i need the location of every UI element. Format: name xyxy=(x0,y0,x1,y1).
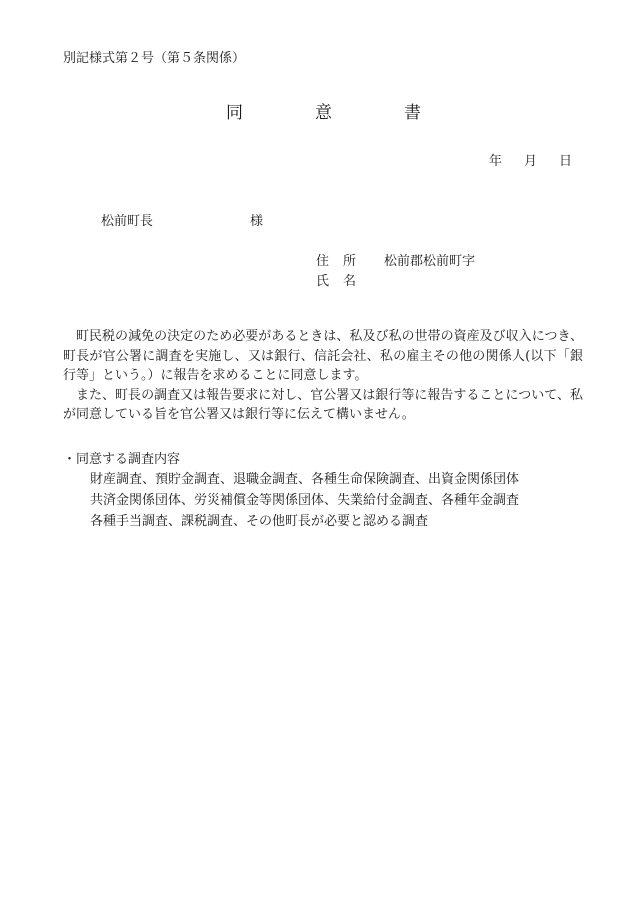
day-label: 日 xyxy=(559,154,573,169)
address-value: 松前郡松前町字 xyxy=(384,254,476,269)
address-label xyxy=(316,250,356,269)
document-title-char-1: 同 xyxy=(226,103,243,123)
address-label-char-2: 所 xyxy=(343,254,357,269)
document-title-char-2: 意 xyxy=(315,103,332,123)
survey-heading: ・同意する調査内容 xyxy=(63,452,181,467)
addressee-honorific: 様 xyxy=(250,214,264,229)
consent-body xyxy=(63,327,583,425)
consent-paragraph-2: また、町長の調査又は報告要求に対し、官公署又は銀行等に報告することについて、私が同意している旨を官公署又は銀行等に伝えて構いません。 xyxy=(63,387,583,422)
form-number: 別記様式第２号（第５条関係） xyxy=(63,51,246,66)
name-label-char-1: 氏 xyxy=(316,274,330,289)
survey-list xyxy=(90,469,519,532)
survey-line: 財産調査、預貯金調査、退職金調査、各種生命保険調査、出資金関係団体 xyxy=(90,472,520,487)
date-line xyxy=(489,150,572,169)
month-label: 月 xyxy=(524,154,538,169)
year-label: 年 xyxy=(489,154,503,169)
document-title-char-3: 書 xyxy=(404,103,421,123)
addressee-name: 松前町長 xyxy=(101,214,154,229)
name-label-char-2: 名 xyxy=(343,274,357,289)
survey-line: 共済金関係団体、労災補償金等関係団体、失業給付金調査、各種年金調査 xyxy=(90,493,520,508)
address-label-char-1: 住 xyxy=(316,254,330,269)
consent-paragraph-1: 町民税の減免の決定のため必要があるときは、私及び私の世帯の資産及び収入につき、町長が官公署に調査を実施し、又は銀行、信託会社、私の雇主その他の関係人(以下「銀行等」という。）に報告を求めることに同意します。 xyxy=(63,329,583,383)
name-label xyxy=(316,270,356,289)
survey-line: 各種手当調査、課税調査、その他町長が必要と認める調査 xyxy=(90,514,429,529)
